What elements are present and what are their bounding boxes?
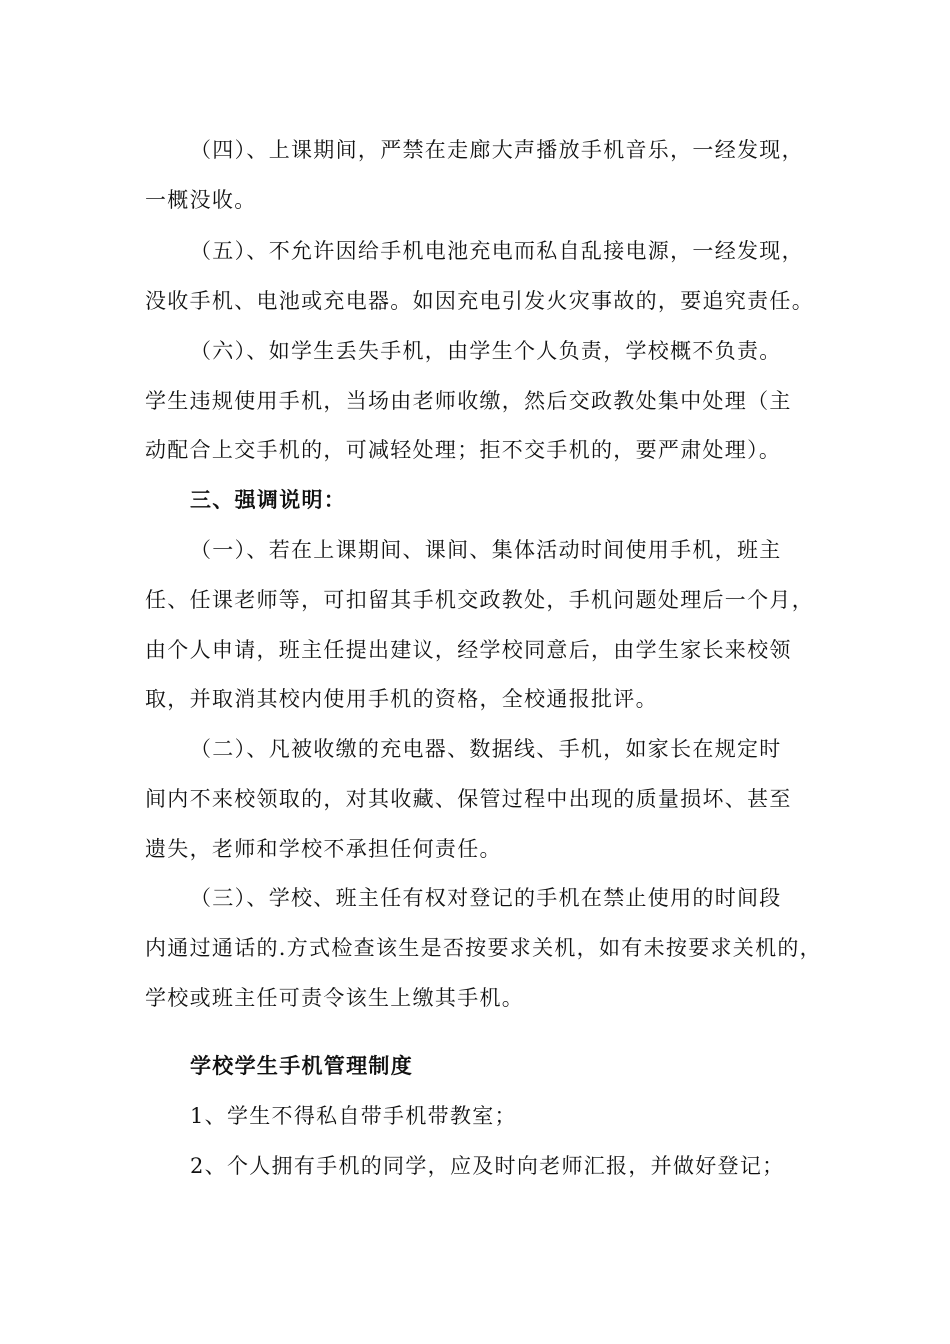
paragraph-line: 由个人申请，班主任提出建议，经学校同意后，由学生家长来校领 [145, 638, 792, 662]
paragraph-line: （一）、若在上课期间、课间、集体活动时间使用手机，班主 [190, 538, 782, 562]
paragraph-line: （二）、凡被收缴的充电器、数据线、手机，如家长在规定时 [190, 737, 782, 761]
list-item: 2、个人拥有手机的同学，应及时向老师汇报，并做好登记； [190, 1154, 785, 1178]
paragraph-line: （四）、上课期间，严禁在走廊大声播放手机音乐，一经发现， [190, 138, 804, 162]
paragraph-line: 学生违规使用手机，当场由老师收缴，然后交政教处集中处理（主 [145, 389, 792, 413]
paragraph-line: 任、任课老师等，可扣留其手机交政教处，手机问题处理后一个月， [145, 588, 814, 612]
paragraph-line: （三）、学校、班主任有权对登记的手机在禁止使用的时间段 [190, 886, 782, 910]
paragraph-line: 学校或班主任可责令该生上缴其手机。 [145, 986, 525, 1010]
paragraph-line: 遗失，老师和学校不承担任何责任。 [145, 837, 502, 861]
section-heading: 三、强调说明： [190, 487, 347, 512]
document-title: 学校学生手机管理制度 [190, 1053, 413, 1078]
paragraph-line: 没收手机、电池或充电器。如因充电引发火灾事故的，要追究责任。 [145, 289, 814, 313]
paragraph-line: 取，并取消其校内使用手机的资格，全校通报批评。 [145, 687, 658, 711]
paragraph-line: 动配合上交手机的，可减轻处理；拒不交手机的，要严肃处理）。 [145, 438, 782, 462]
paragraph-line: 间内不来校领取的，对其收藏、保管过程中出现的质量损坏、甚至 [145, 787, 792, 811]
list-item: 1、学生不得私自带手机带教室； [190, 1104, 517, 1128]
paragraph-line: （六）、如学生丢失手机，由学生个人负责，学校概不负责。 [190, 339, 782, 363]
paragraph-line: 内通过通话的.方式检查该生是否按要求关机，如有未按要求关机的， [145, 936, 822, 960]
paragraph-line: 一概没收。 [145, 188, 257, 212]
paragraph-line: （五）、不允许因给手机电池充电而私自乱接电源，一经发现， [190, 239, 804, 263]
